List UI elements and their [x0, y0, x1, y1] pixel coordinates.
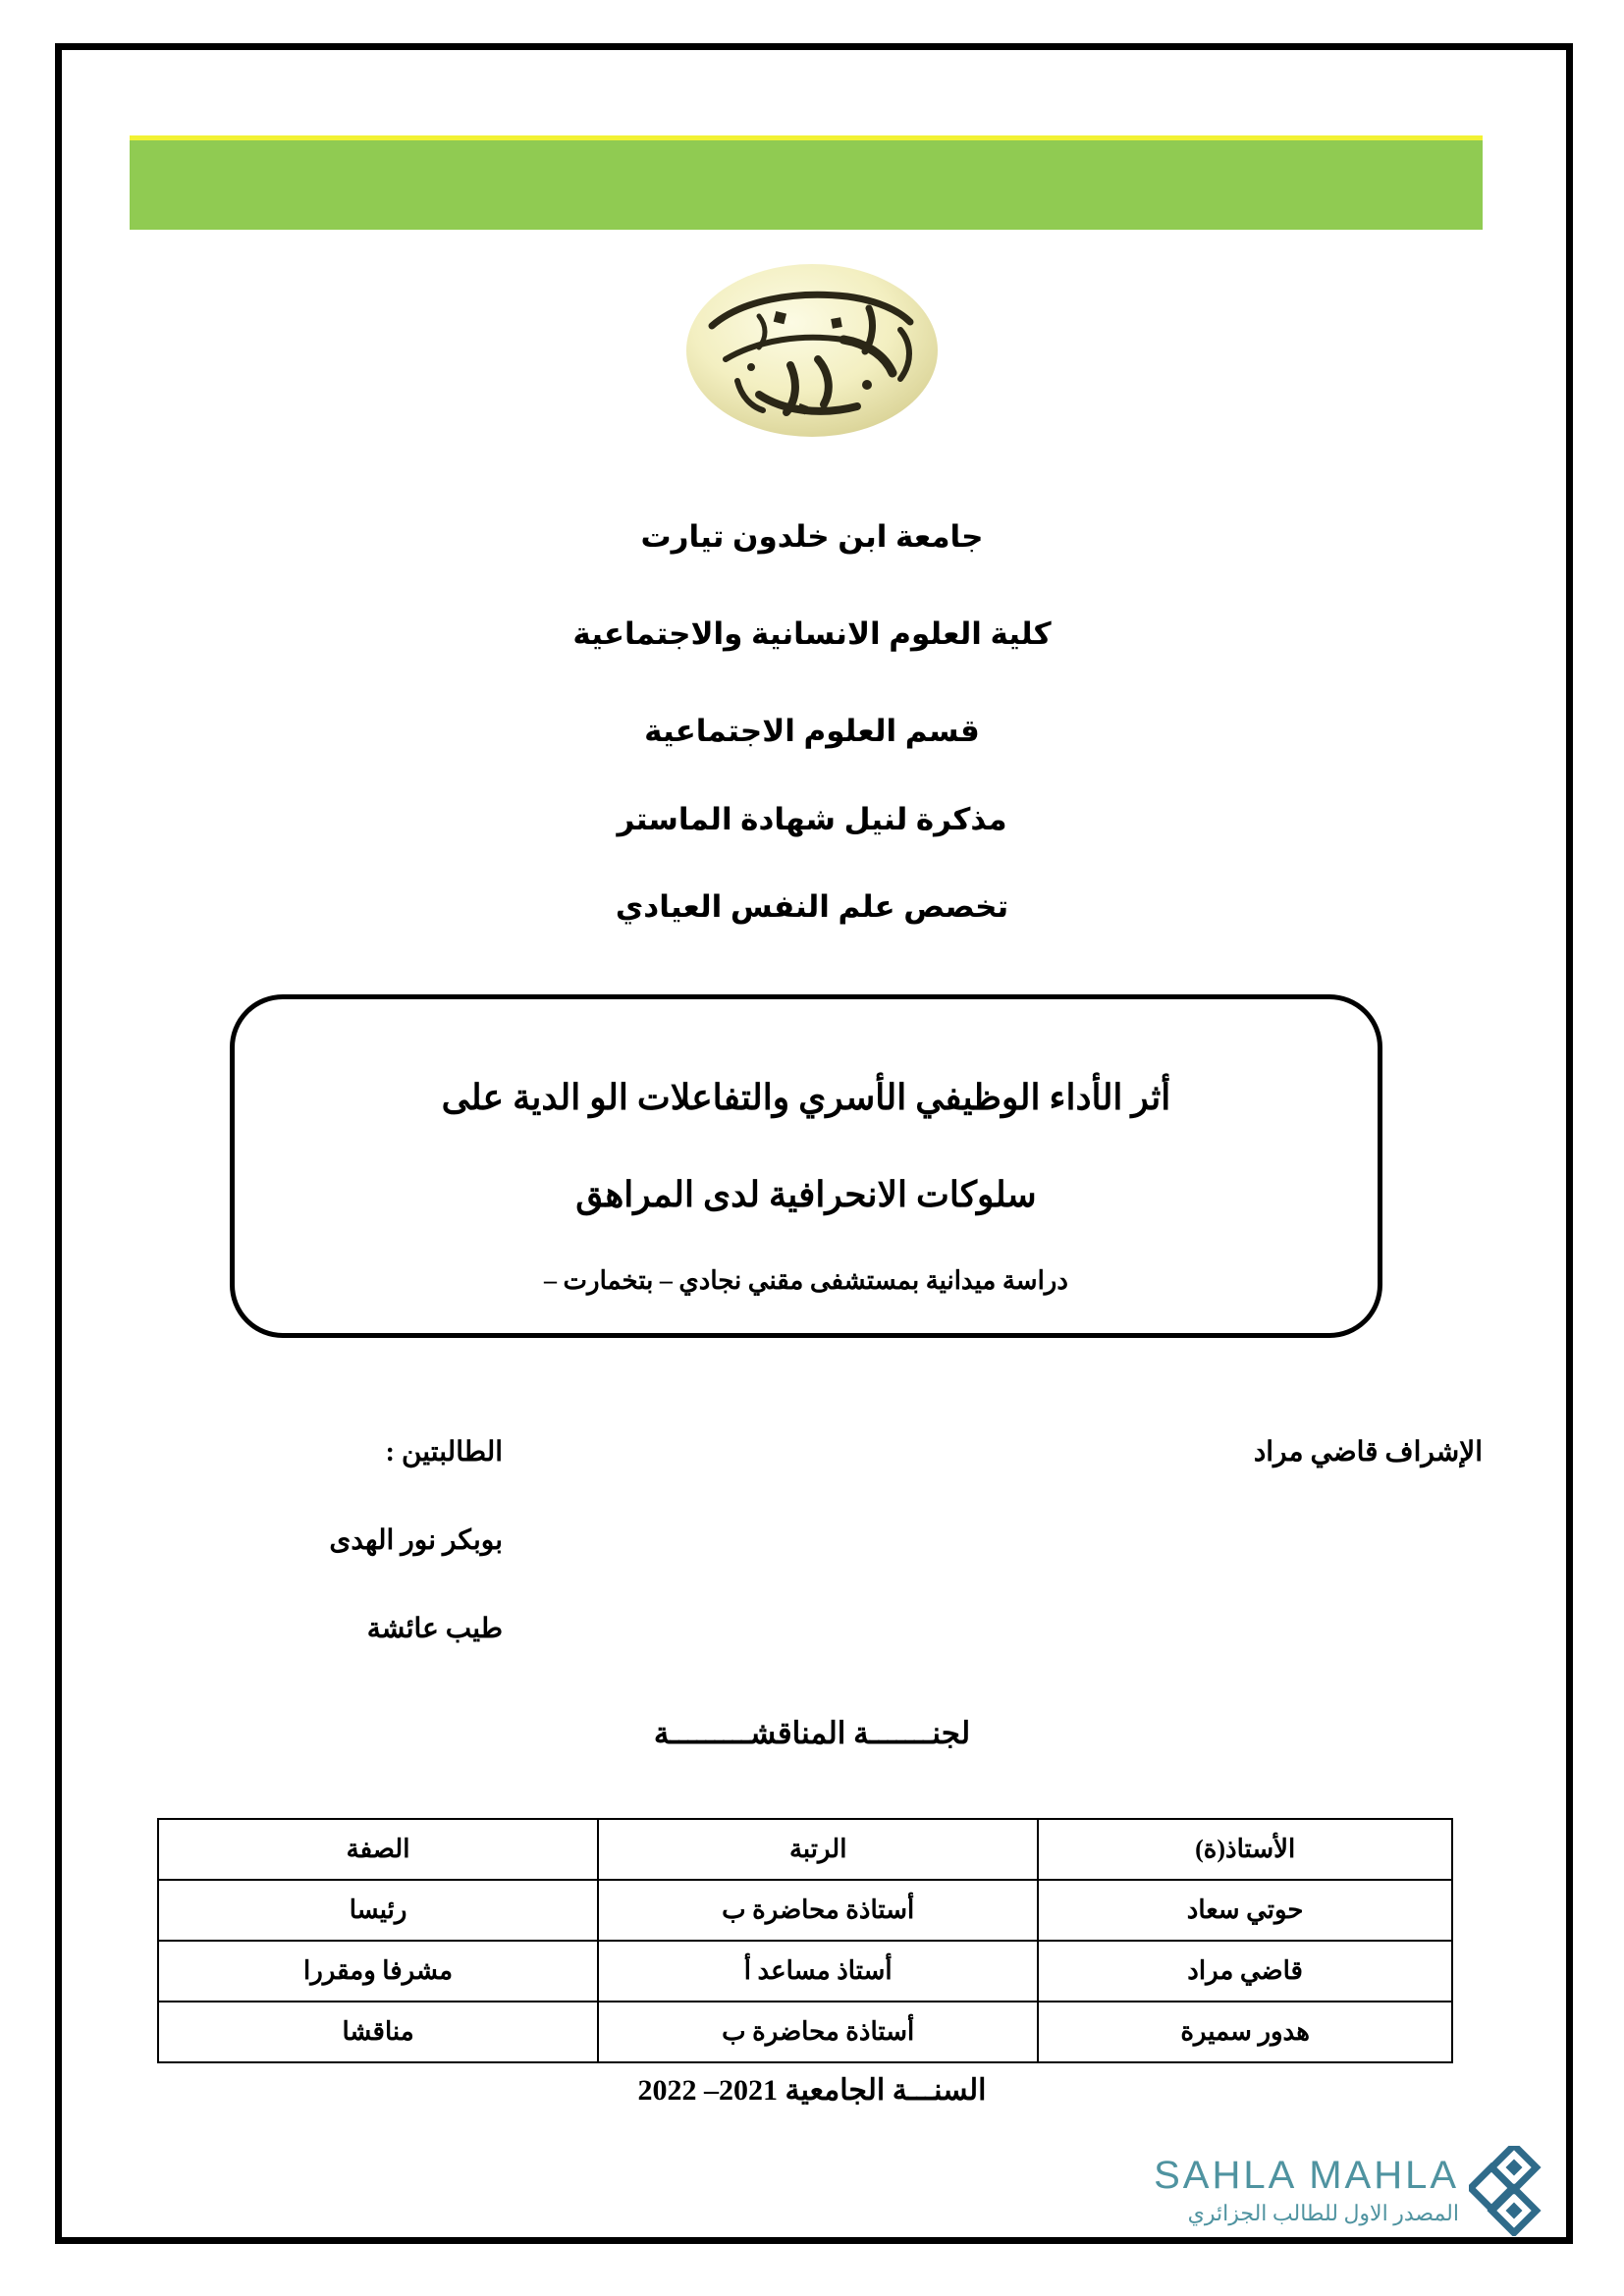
jury-member-name: حوتي سعاد [1038, 1880, 1452, 1941]
jury-member-role: مناقشا [158, 2002, 598, 2062]
thesis-subtitle: دراسة ميدانية بمستشفى مقني نجادي – بتخمارت – [544, 1266, 1068, 1295]
jury-heading: لجنـــــــة المناقشـــــــــة [653, 1716, 971, 1750]
jury-table [157, 1818, 1453, 2063]
degree-statement: مذكرة لنيل شهادة الماستر [617, 801, 1007, 836]
jury-member-name: هدور سميرة [1038, 2002, 1452, 2062]
sahla-mahla-watermark [1092, 2146, 1553, 2256]
institution-header-block [0, 518, 1624, 925]
table-row [158, 1941, 1452, 2002]
faculty-name: كلية العلوم الانسانية والاجتماعية [572, 616, 1052, 652]
thesis-title-line-2: سلوكات الانحرافية لدى المراهق [575, 1175, 1037, 1214]
thesis-title-inner [235, 999, 1378, 1333]
table-row [158, 1880, 1452, 1941]
specialization: تخصص علم النفس العيادي [615, 888, 1009, 924]
jury-table-container [157, 1818, 1453, 2063]
student-name-1: بوبكر نور الهدى [329, 1525, 503, 1556]
jury-member-rank: أستاذة محاضرة ب [598, 1880, 1038, 1941]
green-header-banner [130, 135, 1483, 230]
university-logo-container [0, 257, 1624, 449]
column-header-professor: الأستاذ(ة) [1038, 1819, 1452, 1880]
column-header-role: الصفة [158, 1819, 598, 1880]
sahla-mahla-diamond-mark-icon [1469, 2146, 1553, 2236]
jury-member-rank: أستاذ مساعد أ [598, 1941, 1038, 2002]
watermark-title: SAHLA MAHLA [1154, 2154, 1459, 2197]
supervisor-label: الإشراف قاضي مراد [1253, 1437, 1483, 1468]
thesis-title-line-1: أثر الأداء الوظيفي الأسري والتفاعلات الو الدية على [441, 1078, 1171, 1117]
student-name-2: طيب عائشة [366, 1614, 503, 1644]
watermark-text-column [1154, 2156, 1469, 2226]
university-name: جامعة ابن خلدون تيارت [640, 519, 984, 554]
jury-member-role: رئيسا [158, 1880, 598, 1941]
jury-table-header-row [158, 1819, 1452, 1880]
watermark-row [1092, 2146, 1553, 2236]
students-column [130, 1435, 503, 1645]
people-section [130, 1435, 1483, 1645]
department-name: قسم العلوم الاجتماعية [644, 714, 980, 749]
table-row [158, 2002, 1452, 2062]
jury-member-rank: أستاذة محاضرة ب [598, 2002, 1038, 2062]
ibn-khaldoun-university-logo-icon [665, 257, 959, 444]
jury-member-role: مشرفا ومقررا [158, 1941, 598, 2002]
thesis-title-box [230, 994, 1382, 1338]
column-header-rank: الرتبة [598, 1819, 1038, 1880]
watermark-subtitle: المصدر الاول للطالب الجزائري [1187, 2201, 1459, 2225]
supervisor-column [1018, 1435, 1483, 1468]
academic-year: السنـــة الجامعية 2021– 2022 [637, 2074, 987, 2107]
jury-member-name: قاضي مراد [1038, 1941, 1452, 2002]
students-label: الطالبتين : [385, 1437, 503, 1468]
